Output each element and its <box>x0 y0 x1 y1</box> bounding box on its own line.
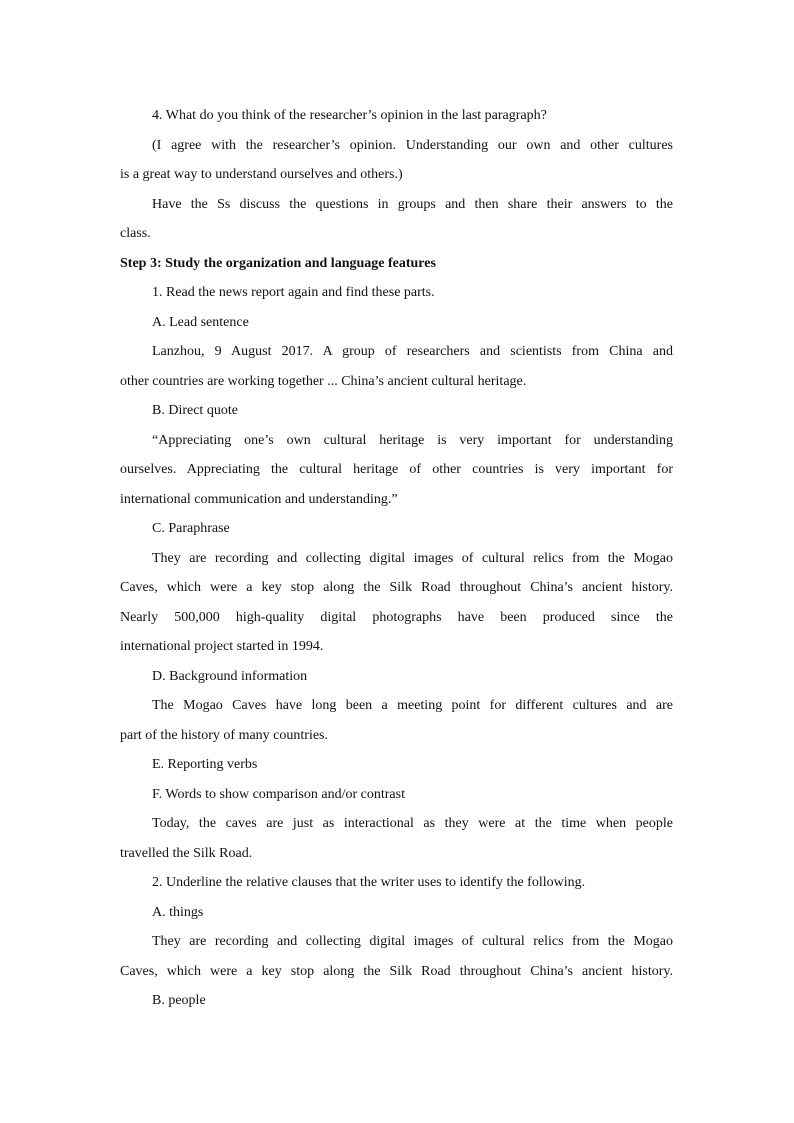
text-line: They are recording and collecting digital images of cultural relics from the Mogao <box>152 550 673 566</box>
text-line: They are recording and collecting digital images of cultural relics from the Mogao <box>152 934 673 949</box>
document-page <box>120 101 673 1016</box>
text-line: 1. Read the news report again and find these parts. <box>152 285 435 300</box>
text-line: “Appreciating one’s own cultural heritage is very important for understanding <box>152 432 673 448</box>
text-line: ourselves. Appreciating the cultural heritage of other countries is very important for <box>120 462 673 477</box>
text-line: B. people <box>152 993 206 1008</box>
text-line: The Mogao Caves have long been a meeting point for different cultures and are <box>152 698 673 713</box>
text-line: Caves, which were a key stop along the Silk Road throughout China’s ancient history. <box>120 963 673 979</box>
text-line: Lanzhou, 9 August 2017. A group of researchers and scientists from China and <box>152 344 673 359</box>
text-line: travelled the Silk Road. <box>120 845 253 861</box>
text-line: Nearly 500,000 high-quality digital photographs have been produced since the <box>120 609 673 625</box>
text-line: 2. Underline the relative clauses that the writer uses to identify the following. <box>152 875 586 890</box>
text-line: D. Background information <box>152 668 308 684</box>
text-line: F. Words to show comparison and/or contrast <box>152 786 405 802</box>
text-line: other countries are working together ... China’s ancient cultural heritage. <box>120 373 527 389</box>
text-line: B. Direct quote <box>152 403 238 418</box>
text-line: A. things <box>152 904 204 920</box>
text-line: is a great way to understand ourselves and others.) <box>120 167 403 182</box>
text-line: part of the history of many countries. <box>120 727 329 743</box>
text-line: E. Reporting verbs <box>152 757 258 772</box>
text-line: A. Lead sentence <box>152 314 249 330</box>
section-heading: Step 3: Study the organization and language features <box>120 255 436 271</box>
text-line: Caves, which were a key stop along the Silk Road throughout China’s ancient history. <box>120 580 673 595</box>
text-line: international communication and understanding.” <box>120 491 398 507</box>
text-line: C. Paraphrase <box>152 521 230 536</box>
text-line: Have the Ss discuss the questions in groups and then share their answers to the <box>152 196 673 212</box>
text-line: international project started in 1994. <box>120 639 324 654</box>
text-line: Today, the caves are just as interactional as they were at the time when people <box>152 816 673 831</box>
text-line: class. <box>120 226 151 241</box>
text-line: 4. What do you think of the researcher’s opinion in the last paragraph? <box>152 108 547 123</box>
text-line: (I agree with the researcher’s opinion. Understanding our own and other cultures <box>152 137 673 153</box>
